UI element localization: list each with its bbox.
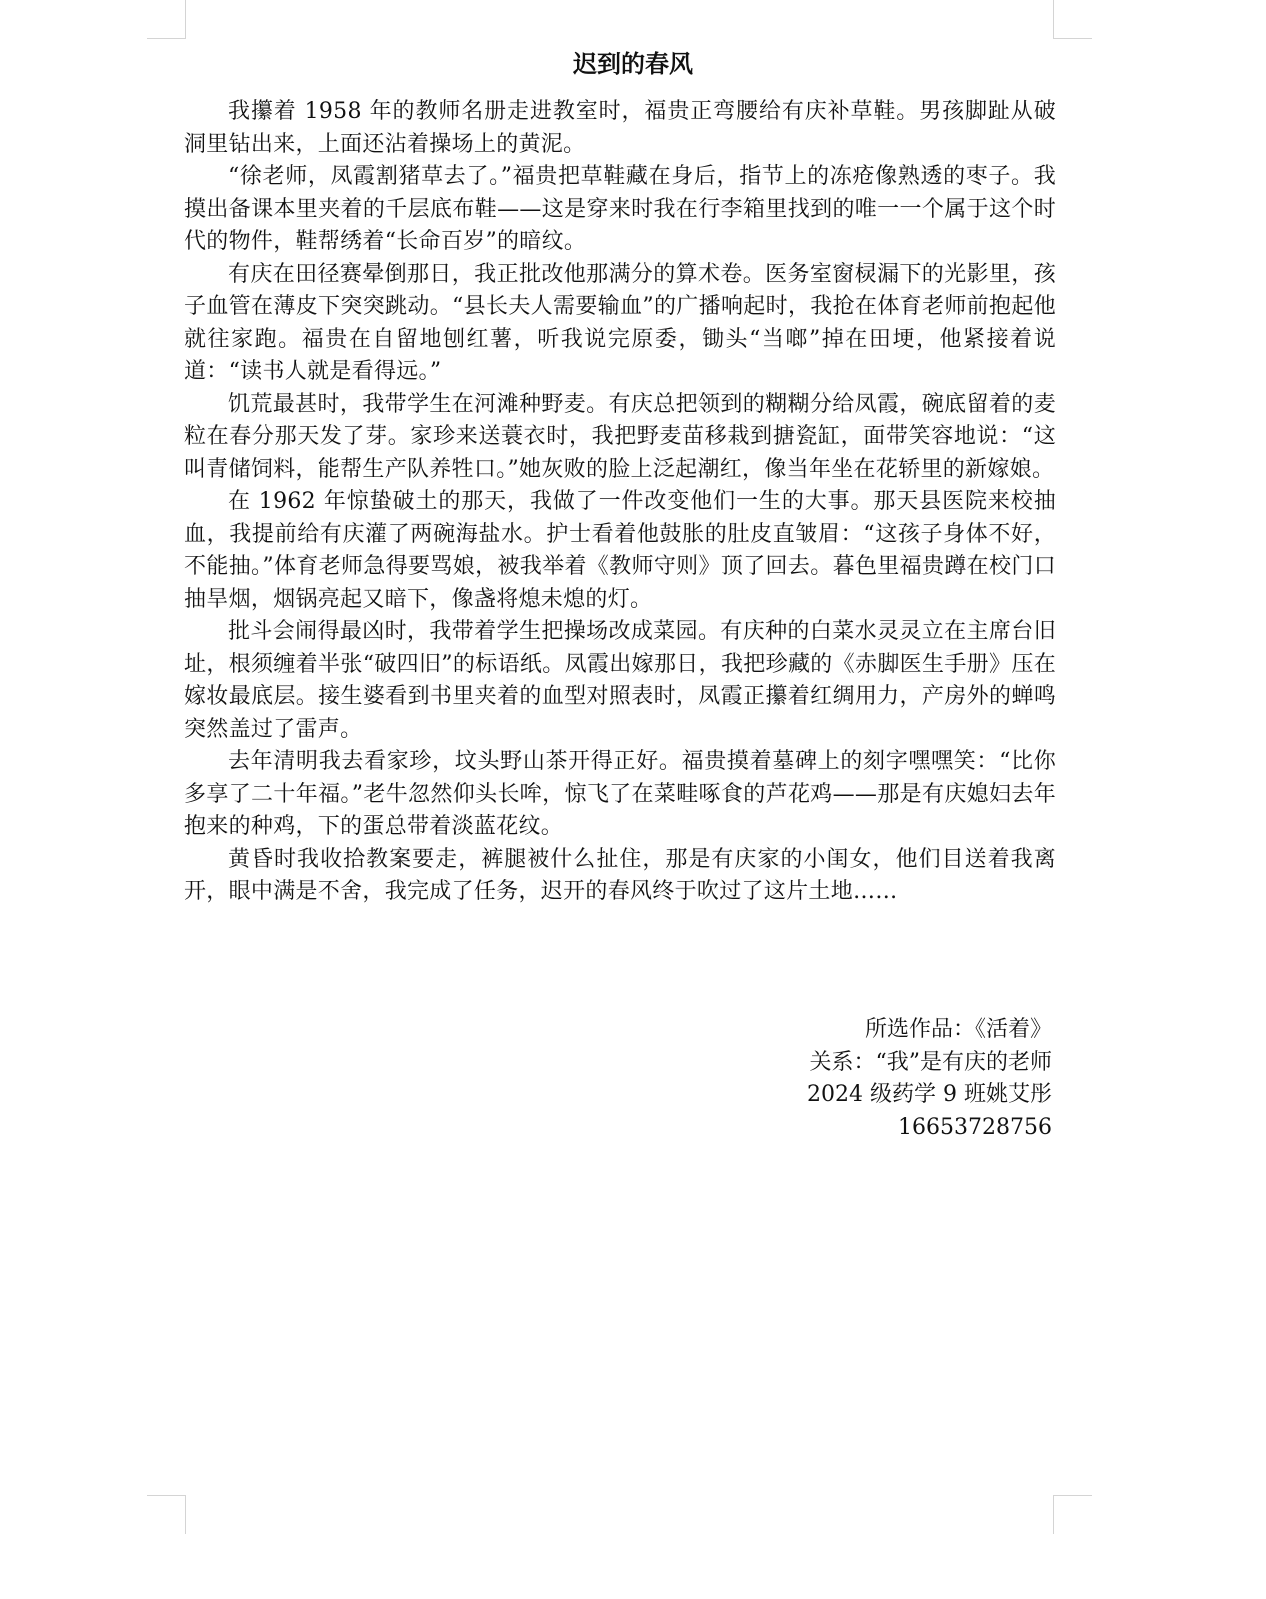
document-title: 迟到的春风	[573, 50, 693, 78]
paragraph-1: 我攥着 1958 年的教师名册走进教室时，福贵正弯腰给有庆补草鞋。男孩脚趾从破洞里钻出来，上面还沾着操场上的黄泥。	[184, 99, 1056, 157]
paragraph-6: 批斗会闹得最凶时，我带着学生把操场改成菜园。有庆种的白菜水灵灵立在主席台旧址，根须缠着半张“破四旧”的标语纸。凤霞出嫁那日，我把珍藏的《赤脚医生手册》压在嫁妆最底层。接生婆看到书里夹着的血型对照表时，凤霞正攥着红绸用力，产房外的蝉鸣突然盖过了雷声。	[184, 619, 1056, 742]
paragraph-3: 有庆在田径赛晕倒那日，我正批改他那满分的算术卷。医务室窗棂漏下的光影里，孩子血管在薄皮下突突跳动。“县长夫人需要输血”的广播响起时，我抢在体育老师前抱起他就往家跑。福贵在自留地刨红薯，听我说完原委，锄头“当啷”掉在田埂，他紧接着说道：“读书人就是看得远。”	[184, 261, 1056, 384]
phone-number: 16653728756	[898, 1114, 1052, 1140]
paragraph-4: 饥荒最甚时，我带学生在河滩种野麦。有庆总把领到的糊糊分给凤霞，碗底留着的麦粒在春分那天发了芽。家珍来送蓑衣时，我把野麦苗移栽到搪瓷缸，面带笑容地说：“这叫青储饲料，能帮生产队养牲口。”她灰败的脸上泛起潮红，像当年坐在花轿里的新嫁娘。	[184, 391, 1056, 482]
paragraph-7: 去年清明我去看家珍，坟头野山茶开得正好。福贵摸着墓碑上的刻字嘿嘿笑：“比你多享了二十年福。”老牛忽然仰头长哞，惊飞了在菜畦啄食的芦花鸡——那是有庆媳妇去年抱来的种鸡，下的蛋总带着淡蓝花纹。	[184, 749, 1056, 839]
author-info	[807, 1014, 1052, 1144]
crop-mark-top-right	[1053, 0, 1092, 39]
relationship: 关系：“我”是有庆的老师	[809, 1049, 1052, 1075]
paragraph-8: 黄昏时我收拾教案要走，裤腿被什么扯住，那是有庆家的小闺女，他们目送着我离开，眼中满是不舍，我完成了任务，迟开的春风终于吹过了这片土地……	[184, 846, 1056, 904]
selected-work: 所选作品：《活着》	[864, 1017, 1052, 1042]
paragraph-2: “徐老师，凤霞割猪草去了。”福贵把草鞋藏在身后，指节上的冻疮像熟透的枣子。我摸出备课本里夹着的千层底布鞋——这是穿来时我在行李箱里找到的唯一一个属于这个时代的物件，鞋帮绣着“长命百岁”的暗纹。	[184, 164, 1056, 254]
story-body	[184, 96, 1056, 909]
paragraph-5: 在 1962 年惊蛰破土的那天，我做了一件改变他们一生的大事。那天县医院来校抽血，我提前给有庆灌了两碗海盐水。护士看着他鼓胀的肚皮直皱眉：“这孩子身体不好，不能抽。”体育老师急得要骂娘，被我举着《教师守则》顶了回去。暮色里福贵蹲在校门口抽旱烟，烟锅亮起又暗下，像盏将熄未熄的灯。	[184, 489, 1056, 612]
author-class-name: 2024 级药学 9 班姚艾彤	[807, 1082, 1052, 1107]
crop-mark-bottom-left	[147, 1495, 186, 1534]
crop-mark-bottom-right	[1053, 1495, 1092, 1534]
crop-mark-top-left	[147, 0, 186, 39]
